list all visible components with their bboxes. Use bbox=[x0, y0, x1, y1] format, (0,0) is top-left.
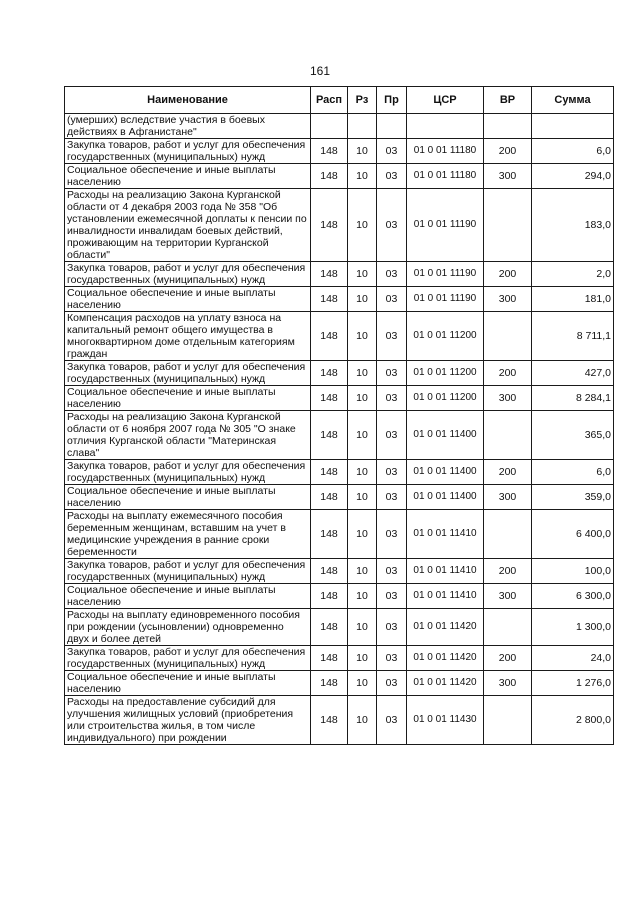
budget-table bbox=[64, 86, 614, 745]
cell-vr: 300 bbox=[484, 671, 532, 696]
cell-vr bbox=[484, 411, 532, 460]
cell-sum: 8 711,1 bbox=[532, 312, 614, 361]
cell-pr: 03 bbox=[377, 312, 407, 361]
cell-sum bbox=[532, 114, 614, 139]
cell-sum: 359,0 bbox=[532, 485, 614, 510]
cell-rz: 10 bbox=[348, 189, 377, 262]
header-rasp: Расп bbox=[311, 87, 348, 114]
cell-name: Социальное обеспечение и иные выплаты населению bbox=[65, 164, 311, 189]
cell-sum: 181,0 bbox=[532, 287, 614, 312]
cell-sum: 427,0 bbox=[532, 361, 614, 386]
cell-csr: 01 0 01 11420 bbox=[407, 646, 484, 671]
cell-name: Закупка товаров, работ и услуг для обеспечения государственных (муниципальных) нужд bbox=[65, 361, 311, 386]
cell-name: Закупка товаров, работ и услуг для обеспечения государственных (муниципальных) нужд bbox=[65, 139, 311, 164]
table-row bbox=[65, 287, 614, 312]
cell-pr: 03 bbox=[377, 164, 407, 189]
cell-rz: 10 bbox=[348, 411, 377, 460]
table-row bbox=[65, 646, 614, 671]
cell-sum: 365,0 bbox=[532, 411, 614, 460]
cell-rasp: 148 bbox=[311, 584, 348, 609]
cell-csr: 01 0 01 11400 bbox=[407, 411, 484, 460]
cell-name: Социальное обеспечение и иные выплаты населению bbox=[65, 386, 311, 411]
cell-vr bbox=[484, 114, 532, 139]
cell-sum: 6,0 bbox=[532, 460, 614, 485]
cell-vr: 300 bbox=[484, 164, 532, 189]
cell-vr bbox=[484, 696, 532, 745]
cell-csr bbox=[407, 114, 484, 139]
cell-vr bbox=[484, 609, 532, 646]
cell-vr: 300 bbox=[484, 485, 532, 510]
cell-csr: 01 0 01 11180 bbox=[407, 139, 484, 164]
cell-csr: 01 0 01 11190 bbox=[407, 189, 484, 262]
table-row bbox=[65, 189, 614, 262]
cell-vr bbox=[484, 312, 532, 361]
table-row bbox=[65, 584, 614, 609]
cell-rasp: 148 bbox=[311, 262, 348, 287]
cell-pr: 03 bbox=[377, 559, 407, 584]
cell-vr: 300 bbox=[484, 386, 532, 411]
cell-pr: 03 bbox=[377, 671, 407, 696]
cell-rasp: 148 bbox=[311, 485, 348, 510]
cell-rz: 10 bbox=[348, 262, 377, 287]
header-pr: Пр bbox=[377, 87, 407, 114]
header-rz: Рз bbox=[348, 87, 377, 114]
cell-vr: 200 bbox=[484, 262, 532, 287]
cell-rasp: 148 bbox=[311, 609, 348, 646]
cell-pr: 03 bbox=[377, 189, 407, 262]
cell-rz: 10 bbox=[348, 287, 377, 312]
cell-csr: 01 0 01 11430 bbox=[407, 696, 484, 745]
cell-rasp: 148 bbox=[311, 312, 348, 361]
cell-name: Закупка товаров, работ и услуг для обеспечения государственных (муниципальных) нужд bbox=[65, 262, 311, 287]
cell-rasp: 148 bbox=[311, 460, 348, 485]
cell-csr: 01 0 01 11190 bbox=[407, 287, 484, 312]
cell-csr: 01 0 01 11410 bbox=[407, 510, 484, 559]
cell-vr: 200 bbox=[484, 460, 532, 485]
cell-sum: 6 300,0 bbox=[532, 584, 614, 609]
cell-sum: 1 276,0 bbox=[532, 671, 614, 696]
cell-name: Закупка товаров, работ и услуг для обеспечения государственных (муниципальных) нужд bbox=[65, 646, 311, 671]
cell-rasp: 148 bbox=[311, 361, 348, 386]
cell-name: Закупка товаров, работ и услуг для обеспечения государственных (муниципальных) нужд bbox=[65, 559, 311, 584]
cell-rz: 10 bbox=[348, 164, 377, 189]
cell-vr: 200 bbox=[484, 646, 532, 671]
cell-rasp: 148 bbox=[311, 696, 348, 745]
table-row bbox=[65, 671, 614, 696]
cell-rasp: 148 bbox=[311, 671, 348, 696]
cell-rasp: 148 bbox=[311, 510, 348, 559]
table-row bbox=[65, 609, 614, 646]
table-body bbox=[65, 114, 614, 745]
cell-sum: 2 800,0 bbox=[532, 696, 614, 745]
cell-pr: 03 bbox=[377, 584, 407, 609]
table-row bbox=[65, 485, 614, 510]
cell-vr: 300 bbox=[484, 287, 532, 312]
header-name: Наименование bbox=[65, 87, 311, 114]
cell-rasp: 148 bbox=[311, 287, 348, 312]
cell-sum: 1 300,0 bbox=[532, 609, 614, 646]
cell-csr: 01 0 01 11420 bbox=[407, 609, 484, 646]
cell-pr: 03 bbox=[377, 139, 407, 164]
cell-name: Расходы на реализацию Закона Курганской области от 4 декабря 2003 года № 358 "Об установлении ежемесячной доплаты к пенсии по инвалидности инвалидам боевых действий, проживающим на территории Курганской области" bbox=[65, 189, 311, 262]
cell-sum: 2,0 bbox=[532, 262, 614, 287]
cell-rasp: 148 bbox=[311, 411, 348, 460]
cell-rz: 10 bbox=[348, 361, 377, 386]
cell-vr: 200 bbox=[484, 361, 532, 386]
cell-sum: 6,0 bbox=[532, 139, 614, 164]
cell-pr: 03 bbox=[377, 361, 407, 386]
cell-rz: 10 bbox=[348, 510, 377, 559]
cell-rasp: 148 bbox=[311, 386, 348, 411]
cell-sum: 24,0 bbox=[532, 646, 614, 671]
cell-pr: 03 bbox=[377, 696, 407, 745]
cell-csr: 01 0 01 11410 bbox=[407, 559, 484, 584]
cell-name: Расходы на выплату ежемесячного пособия беременным женщинам, вставшим на учет в медицинские учреждения в ранние сроки беременности bbox=[65, 510, 311, 559]
table-row bbox=[65, 386, 614, 411]
header-csr: ЦСР bbox=[407, 87, 484, 114]
cell-csr: 01 0 01 11200 bbox=[407, 312, 484, 361]
cell-name: Расходы на реализацию Закона Курганской области от 6 ноября 2007 года № 305 "О знаке отличия Курганской области "Материнская слава" bbox=[65, 411, 311, 460]
cell-csr: 01 0 01 11400 bbox=[407, 460, 484, 485]
cell-name: Социальное обеспечение и иные выплаты населению bbox=[65, 584, 311, 609]
cell-name: Социальное обеспечение и иные выплаты населению bbox=[65, 287, 311, 312]
header-sum: Сумма bbox=[532, 87, 614, 114]
table-row bbox=[65, 139, 614, 164]
cell-csr: 01 0 01 11410 bbox=[407, 584, 484, 609]
cell-pr: 03 bbox=[377, 460, 407, 485]
cell-vr bbox=[484, 510, 532, 559]
cell-csr: 01 0 01 11200 bbox=[407, 386, 484, 411]
cell-csr: 01 0 01 11200 bbox=[407, 361, 484, 386]
cell-rz: 10 bbox=[348, 671, 377, 696]
cell-rz: 10 bbox=[348, 646, 377, 671]
cell-rz: 10 bbox=[348, 312, 377, 361]
cell-sum: 294,0 bbox=[532, 164, 614, 189]
cell-name: Социальное обеспечение и иные выплаты населению bbox=[65, 485, 311, 510]
cell-rasp: 148 bbox=[311, 646, 348, 671]
table-row bbox=[65, 460, 614, 485]
cell-vr: 200 bbox=[484, 559, 532, 584]
cell-rz: 10 bbox=[348, 139, 377, 164]
cell-vr: 200 bbox=[484, 139, 532, 164]
cell-rz: 10 bbox=[348, 609, 377, 646]
cell-vr bbox=[484, 189, 532, 262]
table-row bbox=[65, 696, 614, 745]
cell-name: Компенсация расходов на уплату взноса на капитальный ремонт общего имущества в многоквартирном доме отдельным категориям граждан bbox=[65, 312, 311, 361]
cell-name: Расходы на выплату единовременного пособия при рождении (усыновлении) одновременно двух и более детей bbox=[65, 609, 311, 646]
cell-name: Социальное обеспечение и иные выплаты населению bbox=[65, 671, 311, 696]
cell-rz: 10 bbox=[348, 386, 377, 411]
table-header-row bbox=[65, 87, 614, 114]
page-number: 161 bbox=[309, 64, 331, 78]
table-row bbox=[65, 164, 614, 189]
table-row bbox=[65, 114, 614, 139]
cell-name: (умерших) вследствие участия в боевых действиях в Афганистане" bbox=[65, 114, 311, 139]
table-row bbox=[65, 559, 614, 584]
cell-rasp: 148 bbox=[311, 164, 348, 189]
cell-rz: 10 bbox=[348, 696, 377, 745]
cell-pr: 03 bbox=[377, 386, 407, 411]
cell-pr: 03 bbox=[377, 287, 407, 312]
cell-rasp: 148 bbox=[311, 189, 348, 262]
cell-rz: 10 bbox=[348, 485, 377, 510]
header-vr: ВР bbox=[484, 87, 532, 114]
table-row bbox=[65, 361, 614, 386]
cell-sum: 8 284,1 bbox=[532, 386, 614, 411]
table-row bbox=[65, 312, 614, 361]
cell-csr: 01 0 01 11190 bbox=[407, 262, 484, 287]
cell-rasp: 148 bbox=[311, 559, 348, 584]
cell-pr: 03 bbox=[377, 485, 407, 510]
cell-rz: 10 bbox=[348, 559, 377, 584]
table-row bbox=[65, 262, 614, 287]
cell-pr: 03 bbox=[377, 262, 407, 287]
cell-rz: 10 bbox=[348, 584, 377, 609]
cell-rz: 10 bbox=[348, 460, 377, 485]
cell-vr: 300 bbox=[484, 584, 532, 609]
cell-sum: 6 400,0 bbox=[532, 510, 614, 559]
cell-sum: 100,0 bbox=[532, 559, 614, 584]
cell-pr: 03 bbox=[377, 510, 407, 559]
cell-pr bbox=[377, 114, 407, 139]
cell-pr: 03 bbox=[377, 646, 407, 671]
cell-rasp bbox=[311, 114, 348, 139]
cell-csr: 01 0 01 11400 bbox=[407, 485, 484, 510]
cell-name: Расходы на предоставление субсидий для улучшения жилищных условий (приобретения или строительства жилья, в том числе индивидуального) при рождении bbox=[65, 696, 311, 745]
cell-rz bbox=[348, 114, 377, 139]
cell-rasp: 148 bbox=[311, 139, 348, 164]
table-row bbox=[65, 411, 614, 460]
cell-pr: 03 bbox=[377, 609, 407, 646]
cell-name: Закупка товаров, работ и услуг для обеспечения государственных (муниципальных) нужд bbox=[65, 460, 311, 485]
table-row bbox=[65, 510, 614, 559]
cell-csr: 01 0 01 11420 bbox=[407, 671, 484, 696]
cell-sum: 183,0 bbox=[532, 189, 614, 262]
cell-csr: 01 0 01 11180 bbox=[407, 164, 484, 189]
cell-pr: 03 bbox=[377, 411, 407, 460]
